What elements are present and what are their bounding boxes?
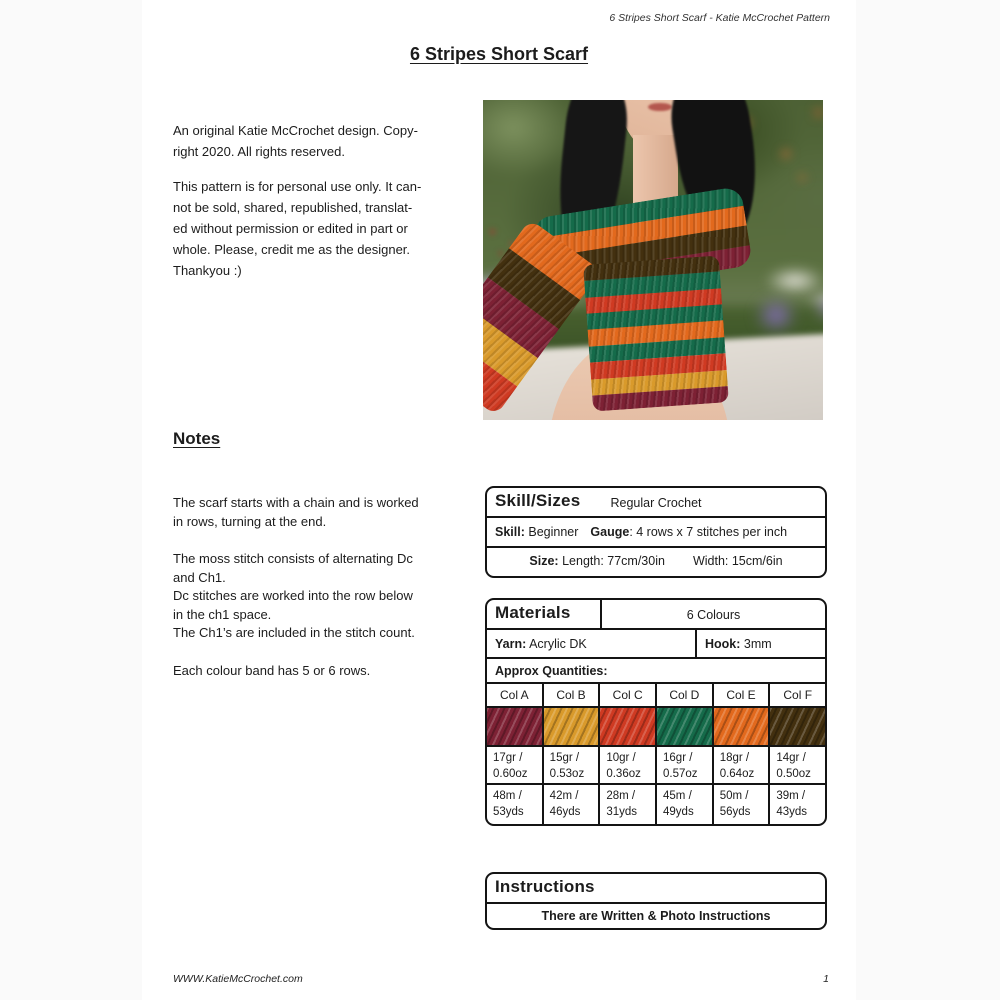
notes-paragraph-1 (173, 494, 473, 531)
weight-row (487, 747, 825, 785)
text-line: The moss stitch consists of alternating Dc (173, 551, 413, 566)
skill-sizes-header-row (487, 488, 825, 518)
intro-text (173, 120, 445, 295)
text-line: This pattern is for personal use only. It can- (173, 179, 422, 194)
length-col-a: 48m / 53yds (487, 785, 544, 824)
weight-col-f: 14gr / 0.50oz (776, 752, 811, 780)
weight-col-a: 17gr / 0.60oz (487, 747, 544, 783)
footer-page-number: 1 (823, 973, 829, 985)
scarf-tail-front (583, 255, 729, 411)
text-line: right 2020. All rights reserved. (173, 144, 345, 159)
notes-paragraph-2 (173, 550, 473, 643)
skill-sizes-box (485, 486, 827, 578)
hook-cell (697, 630, 825, 657)
yarn-swatch-col-c (600, 708, 655, 745)
col-b-header: Col B (544, 684, 601, 706)
document-page (142, 0, 856, 1000)
footer-website: WWW.KatieMcCrochet.com (173, 973, 303, 985)
text-line: ed without permission or edited in part or (173, 221, 408, 236)
col-a-header: Col A (487, 684, 544, 706)
gauge-value: : 4 rows x 7 stitches per inch (629, 525, 788, 539)
text-line: Dc stitches are worked into the row below (173, 588, 413, 603)
text-line: The scarf starts with a chain and is worked (173, 495, 419, 510)
instructions-note: There are Written & Photo Instructions (541, 909, 771, 923)
weight-col-c: 10gr / 0.36oz (600, 747, 657, 783)
yarn-swatch-col-d (657, 708, 712, 745)
skill-label: Skill: (495, 525, 525, 539)
skill-value: Beginner (528, 525, 579, 539)
text-line: Thankyou :) (173, 263, 242, 278)
yarn-swatch-col-a (487, 708, 542, 745)
page-title: 6 Stripes Short Scarf (409, 44, 589, 64)
text-line: in rows, turning at the end. (173, 513, 327, 529)
text-line: An original Katie McCrochet design. Copy- (173, 123, 418, 138)
length-col-d: 45m / 49yds (657, 785, 714, 824)
text-line: whole. Please, credit me as the designer. (173, 242, 411, 257)
size-label: Size: (529, 554, 559, 568)
running-header: 6 Stripes Short Scarf - Katie McCrochet Pattern (609, 12, 830, 24)
quantities-label: Approx Quantities: (487, 659, 825, 684)
craft-type: Regular Crochet (610, 496, 702, 510)
yarn-cell (487, 630, 697, 657)
length-col-f: 39m / 43yds (776, 790, 808, 818)
yarn-swatch-col-e (714, 708, 769, 745)
usage-paragraph (173, 176, 445, 281)
instructions-heading: Instructions (487, 874, 825, 904)
yarn-swatch-row (487, 708, 825, 747)
text-line: The Ch1’s are included in the stitch count. (173, 625, 415, 640)
materials-header-row (487, 600, 825, 630)
text-line: Each colour band has 5 or 6 rows. (173, 662, 371, 678)
notes-paragraph-3 (173, 662, 473, 681)
colour-header-row (487, 684, 825, 708)
weight-col-e: 18gr / 0.64oz (714, 747, 771, 783)
instructions-box (485, 872, 827, 930)
col-e-header: Col E (714, 684, 771, 706)
yarn-hook-row (487, 630, 825, 659)
materials-box (485, 598, 827, 826)
size-width: Width: 15cm/6in (692, 554, 783, 568)
yarn-swatch-col-b (544, 708, 599, 745)
col-f-header: Col F (783, 688, 813, 702)
scarf-photo (483, 100, 823, 420)
materials-heading: Materials (487, 600, 602, 628)
length-col-e: 50m / 56yds (714, 785, 771, 824)
notes-text (173, 494, 473, 680)
hook-value: 3mm (743, 637, 772, 651)
text-line: in the ch1 space. (173, 606, 272, 622)
skill-gauge-row (487, 518, 825, 548)
length-col-c: 28m / 31yds (600, 785, 657, 824)
mannequin-lips (648, 103, 672, 111)
weight-col-d: 16gr / 0.57oz (657, 747, 714, 783)
text-line: not be sold, shared, republished, translat- (173, 200, 413, 215)
col-d-header: Col D (657, 684, 714, 706)
yarn-swatch-col-f (770, 708, 825, 745)
weight-col-b: 15gr / 0.53oz (544, 747, 601, 783)
text-line: and Ch1. (173, 569, 226, 585)
copyright-paragraph (173, 120, 445, 162)
colour-count: 6 Colours (686, 608, 741, 622)
size-row (487, 548, 825, 574)
yarn-label: Yarn: (495, 637, 527, 651)
notes-heading: Notes (173, 429, 221, 448)
hook-label: Hook: (705, 637, 741, 651)
length-col-b: 42m / 46yds (544, 785, 601, 824)
skill-sizes-heading: Skill/Sizes (495, 491, 581, 510)
length-row (487, 785, 825, 824)
yarn-value: Acrylic DK (529, 637, 587, 651)
gauge-label: Gauge (590, 525, 630, 539)
size-length: Length: 77cm/30in (562, 554, 665, 568)
col-c-header: Col C (600, 684, 657, 706)
